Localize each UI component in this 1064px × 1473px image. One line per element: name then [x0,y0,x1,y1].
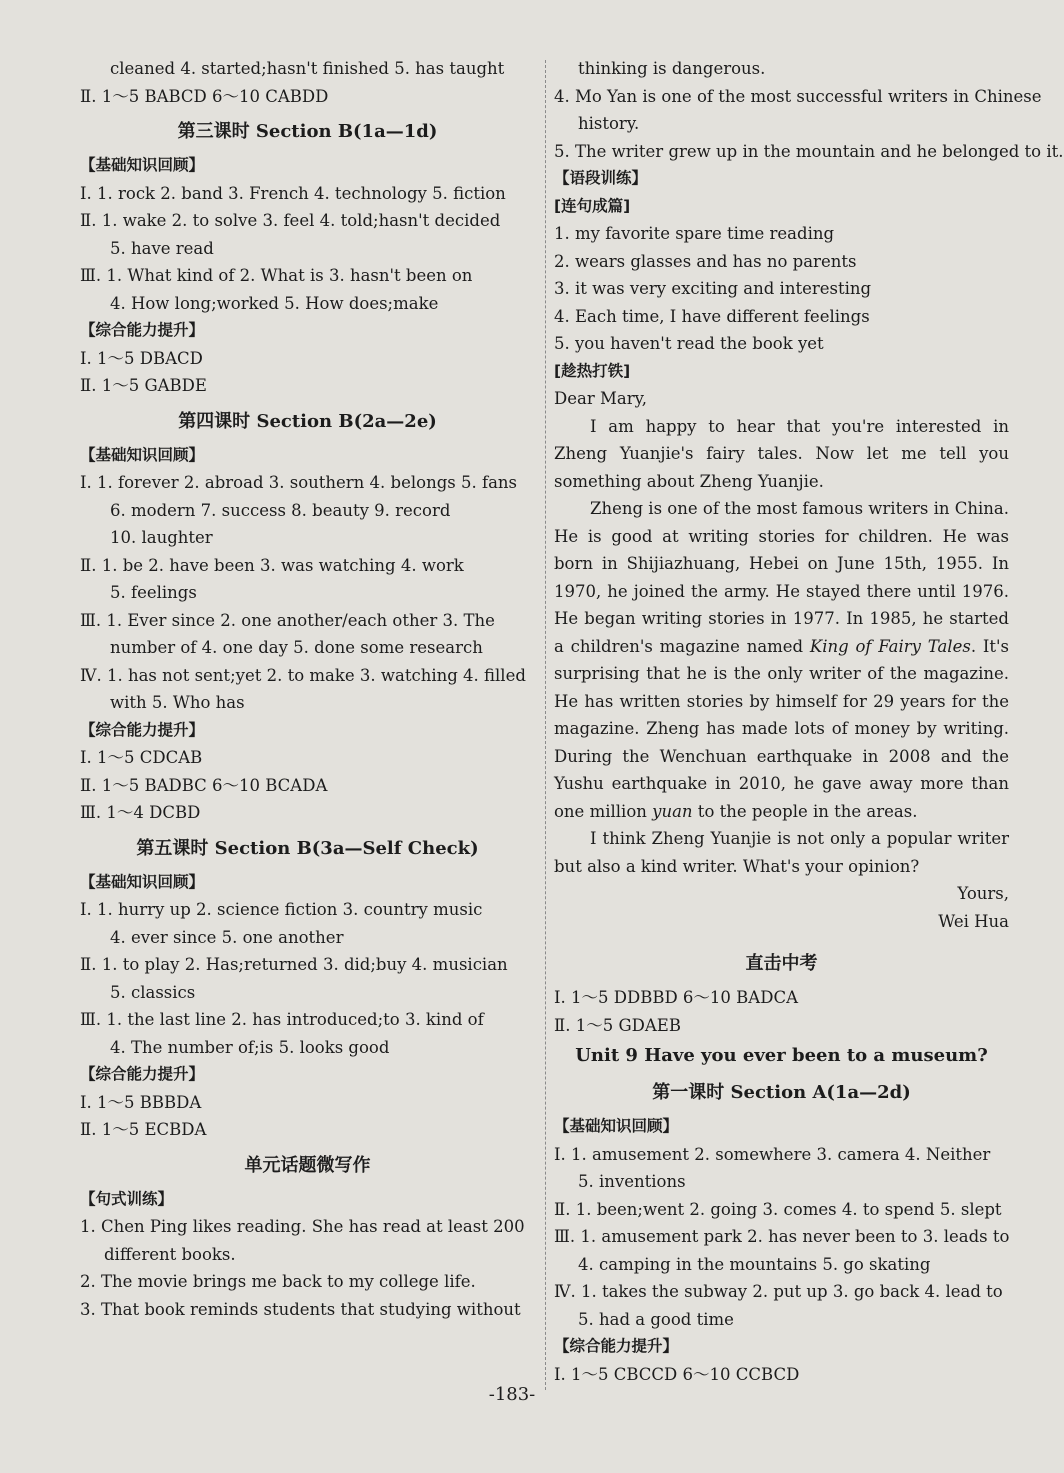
answer-line: with 5. Who has [110,693,245,712]
subcategory-tag: [趁热打铁] [554,361,631,380]
answer-line: Ⅱ. 1～5 ECBDA [80,1120,207,1139]
sentence-line: 2. The movie brings me back to my college life. [80,1272,476,1291]
sentence-line: 1. Chen Ping likes reading. She has read at least 200 [80,1217,525,1236]
answer-line: Ⅱ. 1. be 2. have been 3. was watching 4. work [80,555,464,575]
sentence-line: 3. That book reminds students that studying without [80,1299,521,1319]
answer-line: Ⅱ. 1. wake 2. to solve 3. feel 4. told;hasn't decided [80,211,501,230]
category-tag: 【综合能力提升】 [554,1337,679,1355]
answer-line: Ⅲ. 1. amusement park 2. has never been to 3. leads to [554,1227,1010,1246]
answer-line: Ⅰ. 1～5 DBACD [80,348,203,368]
right-column [554,55,1064,1388]
magazine-title: King of Fairy Tales [809,636,971,656]
unit-title: Unit 9 Have you ever been to a museum? [575,1045,988,1066]
sentence-line: 5. The writer grew up in the mountain and he belonged to it. [554,141,1064,161]
sentence-line: thinking is dangerous. [578,59,766,78]
letter-text: . It's surprising that he is the only writer of the magazine. He has written stories by himself for 29 years for the magazine. Zheng has made lots of money by writing. During the Wenchuan earthquake in 2008 and the Yushu earthquake in 2010, he gave away more than one million [554,636,1009,821]
answer-line: 5. have read [110,238,214,258]
column-divider [545,60,546,1390]
category-tag: 【语段训练】 [554,169,648,187]
letter-greeting: Dear Mary, [554,389,647,408]
answer-line: Ⅲ. 1. Ever since 2. one another/each other 3. The [80,610,495,630]
letter-paragraph: I am happy to hear that you're interested in Zheng Yuanjie's fairy tales. Now let me tell you something about Zheng Yuanjie. [554,416,1009,491]
letter-text: to the people in the areas. [692,801,918,821]
answer-line: 3. it was very exciting and interesting [554,279,872,298]
letter-paragraph: I think Zheng Yuanjie is not only a popular writer but also a kind writer. What's your opinion? [554,829,1009,876]
answer-line: Ⅰ. 1. amusement 2. somewhere 3. camera 4. Neither [554,1144,991,1164]
answer-line: Ⅰ. 1. rock 2. band 3. French 4. technology 5. fiction [80,183,506,203]
sentence-line: 4. Mo Yan is one of the most successful writers in Chinese [554,86,1042,106]
category-tag: 【综合能力提升】 [80,1065,205,1083]
answer-line: 5. classics [110,982,196,1002]
answer-line: Ⅰ. 1. forever 2. abroad 3. southern 4. belongs 5. fans [80,473,518,492]
answer-line: 6. modern 7. success 8. beauty 9. record [110,500,451,520]
answer-line: Ⅳ. 1. has not sent;yet 2. to make 3. watching 4. filled [80,665,526,685]
category-tag: 【基础知识回顾】 [554,1117,679,1135]
answer-line: 5. had a good time [578,1309,734,1329]
letter-closing: Yours, [957,884,1009,903]
currency-word: yuan [652,801,693,821]
subcategory-tag: [连句成篇] [554,196,631,215]
answer-line: Ⅱ. 1～5 GABDE [80,376,207,395]
section-heading: 第五课时 Section B(3a—Self Check) [136,837,479,859]
answer-line: number of 4. one day 5. done some research [110,638,483,657]
section-heading: 第四课时 Section B(2a—2e) [178,410,437,432]
answer-line: 4. Each time, I have different feelings [554,306,870,326]
letter-text: Zheng is one of the most famous writers in China. He is good at writing stories for children. He was born in Shijiazhuang, Hebei on June 15th, 1955. In 1970, he joined the army. He stayed there until 1976. He began writing stories in 1977. In 1985, he started a children's magazine named [554,499,1009,656]
answer-line: Ⅰ. 1. hurry up 2. science fiction 3. country music [80,900,483,919]
answer-line: Ⅱ. 1～5 BADBC 6～10 BCADA [80,775,328,795]
category-tag: 【综合能力提升】 [80,321,205,339]
section-heading: 单元话题微写作 [244,1154,371,1176]
answer-line: Ⅲ. 1. the last line 2. has introduced;to 3. kind of [80,1010,484,1029]
answer-line: Ⅰ. 1～5 BBBDA [80,1092,202,1112]
letter-signature: Wei Hua [938,911,1009,931]
answer-line: 4. How long;worked 5. How does;make [110,293,439,313]
text-line: Ⅱ. 1～5 BABCD 6～10 CABDD [80,86,329,106]
category-tag: 【基础知识回顾】 [80,872,205,891]
answer-line: Ⅱ. 1. to play 2. Has;returned 3. did;buy 4. musician [80,955,508,974]
answer-line: 5. you haven't read the book yet [554,334,824,353]
answer-line: Ⅱ. 1. been;went 2. going 3. comes 4. to spend 5. slept [554,1199,1002,1219]
answer-line: Ⅱ. 1～5 GDAEB [554,1015,681,1035]
answer-line: Ⅲ. 1. What kind of 2. What is 3. hasn't been on [80,266,473,285]
answer-line: Ⅰ. 1～5 CBCCD 6～10 CCBCD [554,1364,800,1384]
category-tag: 【句式训练】 [80,1189,174,1208]
answer-line: 4. camping in the mountains 5. go skating [578,1254,931,1274]
category-tag: 【基础知识回顾】 [80,445,205,464]
answer-line: 5. feelings [110,583,197,602]
answer-line: 4. The number of;is 5. looks good [110,1037,390,1057]
answer-line: Ⅰ. 1～5 CDCAB [80,748,203,767]
answer-line: 4. ever since 5. one another [110,927,344,947]
sentence-line: history. [578,114,640,133]
answer-line: 5. inventions [578,1172,686,1191]
letter-paragraph [554,495,1009,825]
answer-line: 10. laughter [110,528,213,547]
answer-line: Ⅲ. 1～4 DCBD [80,803,201,822]
category-tag: 【基础知识回顾】 [80,156,205,174]
left-column [80,55,535,1323]
section-heading: 第一课时 Section A(1a—2d) [652,1082,911,1103]
answer-line: 2. wears glasses and has no parents [554,251,857,271]
category-tag: 【综合能力提升】 [80,720,205,739]
answer-line: Ⅰ. 1～5 DDBBD 6～10 BADCA [554,988,798,1007]
sentence-line: different books. [104,1244,236,1264]
page-number: -183- [488,1384,536,1405]
section-heading: 直击中考 [745,953,818,974]
text-line: cleaned 4. started;hasn't finished 5. has taught [110,59,505,78]
section-heading: 第三课时 Section B(1a—1d) [177,121,438,142]
answer-line: Ⅳ. 1. takes the subway 2. put up 3. go back 4. lead to [554,1282,1003,1301]
answer-line: 1. my favorite spare time reading [554,224,835,243]
